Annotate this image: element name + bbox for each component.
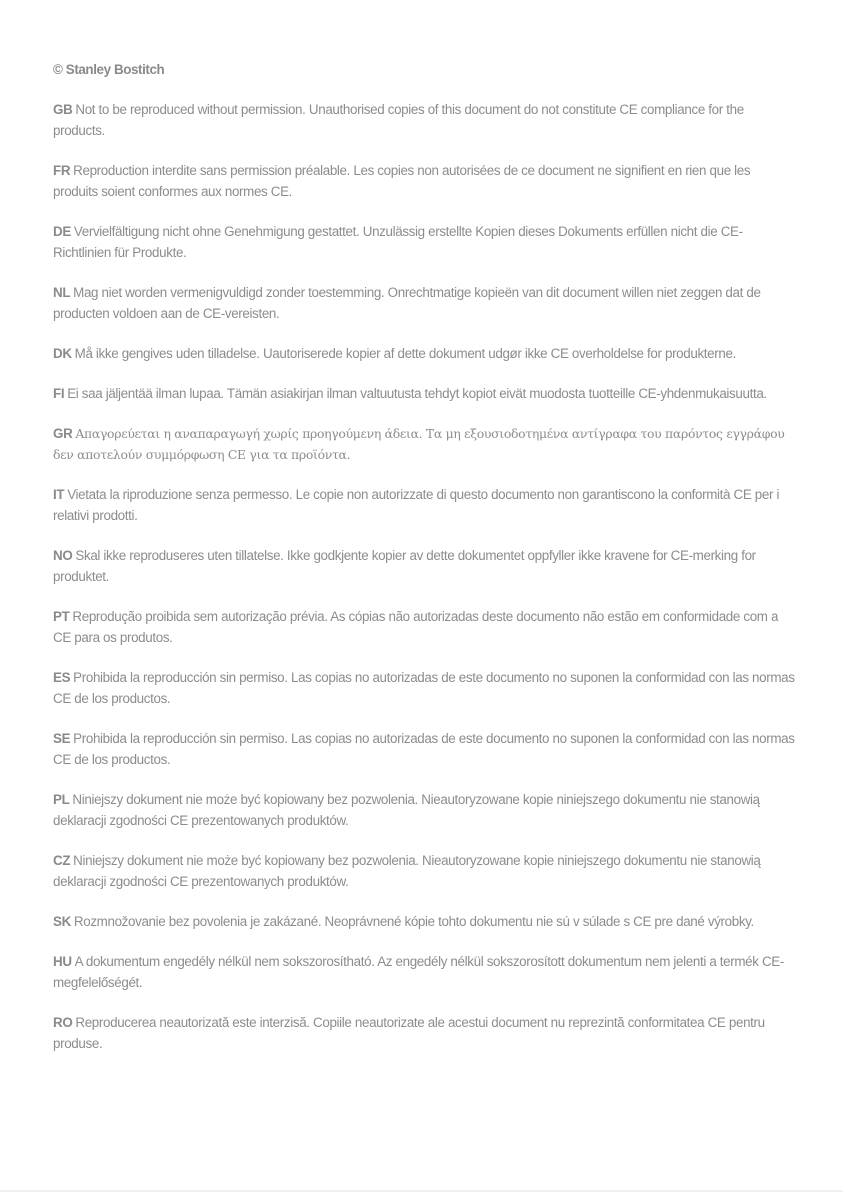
notice-text: Not to be reproduced without permission. Unauthorised copies of this document do not constitute CE compliance for the products. bbox=[53, 102, 744, 138]
language-code: FR bbox=[53, 163, 71, 178]
notice-text: Prohibida la reproducción sin permiso. Las copias no autorizadas de este documento no suponen la conformidad con las normas CE de los productos. bbox=[53, 731, 795, 767]
notice-sk bbox=[53, 911, 798, 932]
notice-text: Vervielfältigung nicht ohne Genehmigung gestattet. Unzulässig erstellte Kopien dieses Dokuments erfüllen nicht die CE-Richtlinien für Produkte. bbox=[53, 224, 743, 260]
notice-fr bbox=[53, 160, 798, 202]
notice-cz bbox=[53, 850, 798, 892]
notice-text: Mag niet worden vermenigvuldigd zonder toestemming. Onrechtmatige kopieën van dit document willen niet zeggen dat de producten voldoen aan de CE-vereisten. bbox=[53, 285, 761, 321]
language-code: RO bbox=[53, 1015, 73, 1030]
notice-gr bbox=[53, 423, 798, 465]
notice-text: Prohibida la reproducción sin permiso. Las copias no autorizadas de este documento no suponen la conformidad con las normas CE de los productos. bbox=[53, 670, 795, 706]
language-code: NL bbox=[53, 285, 71, 300]
notice-text: A dokumentum engedély nélkül nem sokszorosítható. Az engedély nélkül sokszorosított dokumentum nem jelenti a termék CE-megfelelőségét. bbox=[53, 954, 784, 990]
notice-text: Vietata la riproduzione senza permesso. Le copie non autorizzate di questo documento non garantiscono la conformità CE per i relativi prodotti. bbox=[53, 487, 780, 523]
language-code: SK bbox=[53, 914, 71, 929]
language-code: DE bbox=[53, 224, 71, 239]
notice-text: Reproduction interdite sans permission préalable. Les copies non autorisées de ce document ne signifient en rien que les produits soient conformes aux normes CE. bbox=[53, 163, 751, 199]
notice-ro bbox=[53, 1012, 798, 1054]
notice-gb bbox=[53, 99, 798, 141]
language-code: IT bbox=[53, 487, 65, 502]
language-code: ES bbox=[53, 670, 71, 685]
language-code: SE bbox=[53, 731, 71, 746]
notice-dk bbox=[53, 343, 798, 364]
language-code: DK bbox=[53, 346, 72, 361]
language-code: PL bbox=[53, 792, 70, 807]
language-code: CZ bbox=[53, 853, 71, 868]
notice-nl bbox=[53, 282, 798, 324]
copyright-line: © Stanley Bostitch bbox=[53, 62, 165, 77]
notice-hu bbox=[53, 951, 798, 993]
language-code: HU bbox=[53, 954, 72, 969]
notice-text: Skal ikke reproduseres uten tillatelse. Ikke godkjente kopier av dette dokumentet oppfyller ikke kravene for CE-merking for produktet. bbox=[53, 548, 756, 584]
notice-pt bbox=[53, 606, 798, 648]
document-page bbox=[53, 59, 798, 1073]
language-code: FI bbox=[53, 386, 65, 401]
notice-se bbox=[53, 728, 798, 770]
notice-it bbox=[53, 484, 798, 526]
notice-de bbox=[53, 221, 798, 263]
notice-no bbox=[53, 545, 798, 587]
notice-text: Reprodução proibida sem autorização prévia. As cópias não autorizadas deste documento não estão em conformidade com a CE para os produtos. bbox=[53, 609, 779, 645]
notice-pl bbox=[53, 789, 798, 831]
language-code: GB bbox=[53, 102, 73, 117]
notice-es bbox=[53, 667, 798, 709]
language-code: GR bbox=[53, 426, 73, 441]
notice-text: Rozmnožovanie bez povolenia je zakázané. Neoprávnené kópie tohto dokumentu nie sú v súlade s CE pre dané výrobky. bbox=[73, 914, 754, 929]
notice-text: Reproducerea neautorizată este interzisă. Copiile neautorizate ale acestui document nu reprezintă conformitatea CE pentru produse. bbox=[53, 1015, 765, 1051]
language-code: NO bbox=[53, 548, 73, 563]
notice-text: Niniejszy dokument nie może być kopiowany bez pozwolenia. Nieautoryzowane kopie niniejszego dokumentu nie stanowią deklaracji zgodności CE prezentowanych produktów. bbox=[53, 853, 761, 889]
notice-text: Ei saa jäljentää ilman lupaa. Tämän asiakirjan ilman valtuutusta tehdyt kopiot eivät muodosta tuotteille CE-yhdenmukaisuutta. bbox=[67, 386, 767, 401]
notice-text: Niniejszy dokument nie może być kopiowany bez pozwolenia. Nieautoryzowane kopie niniejszego dokumentu nie stanowią deklaracji zgodności CE prezentowanych produktów. bbox=[53, 792, 760, 828]
notice-text: Απαγορεύεται η αναπαραγωγή χωρίς προηγούμενη άδεια. Τα μη εξουσιοδοτημένα αντίγραφα του παρόντος εγγράφου δεν αποτελούν συμμόρφωση CE για τα προϊόντα. bbox=[53, 426, 785, 462]
notice-text: Må ikke gengives uden tilladelse. Uautoriserede kopier af dette dokument udgør ikke CE overholdelse for produkterne. bbox=[74, 346, 736, 361]
language-code: PT bbox=[53, 609, 70, 624]
notice-fi bbox=[53, 383, 798, 404]
